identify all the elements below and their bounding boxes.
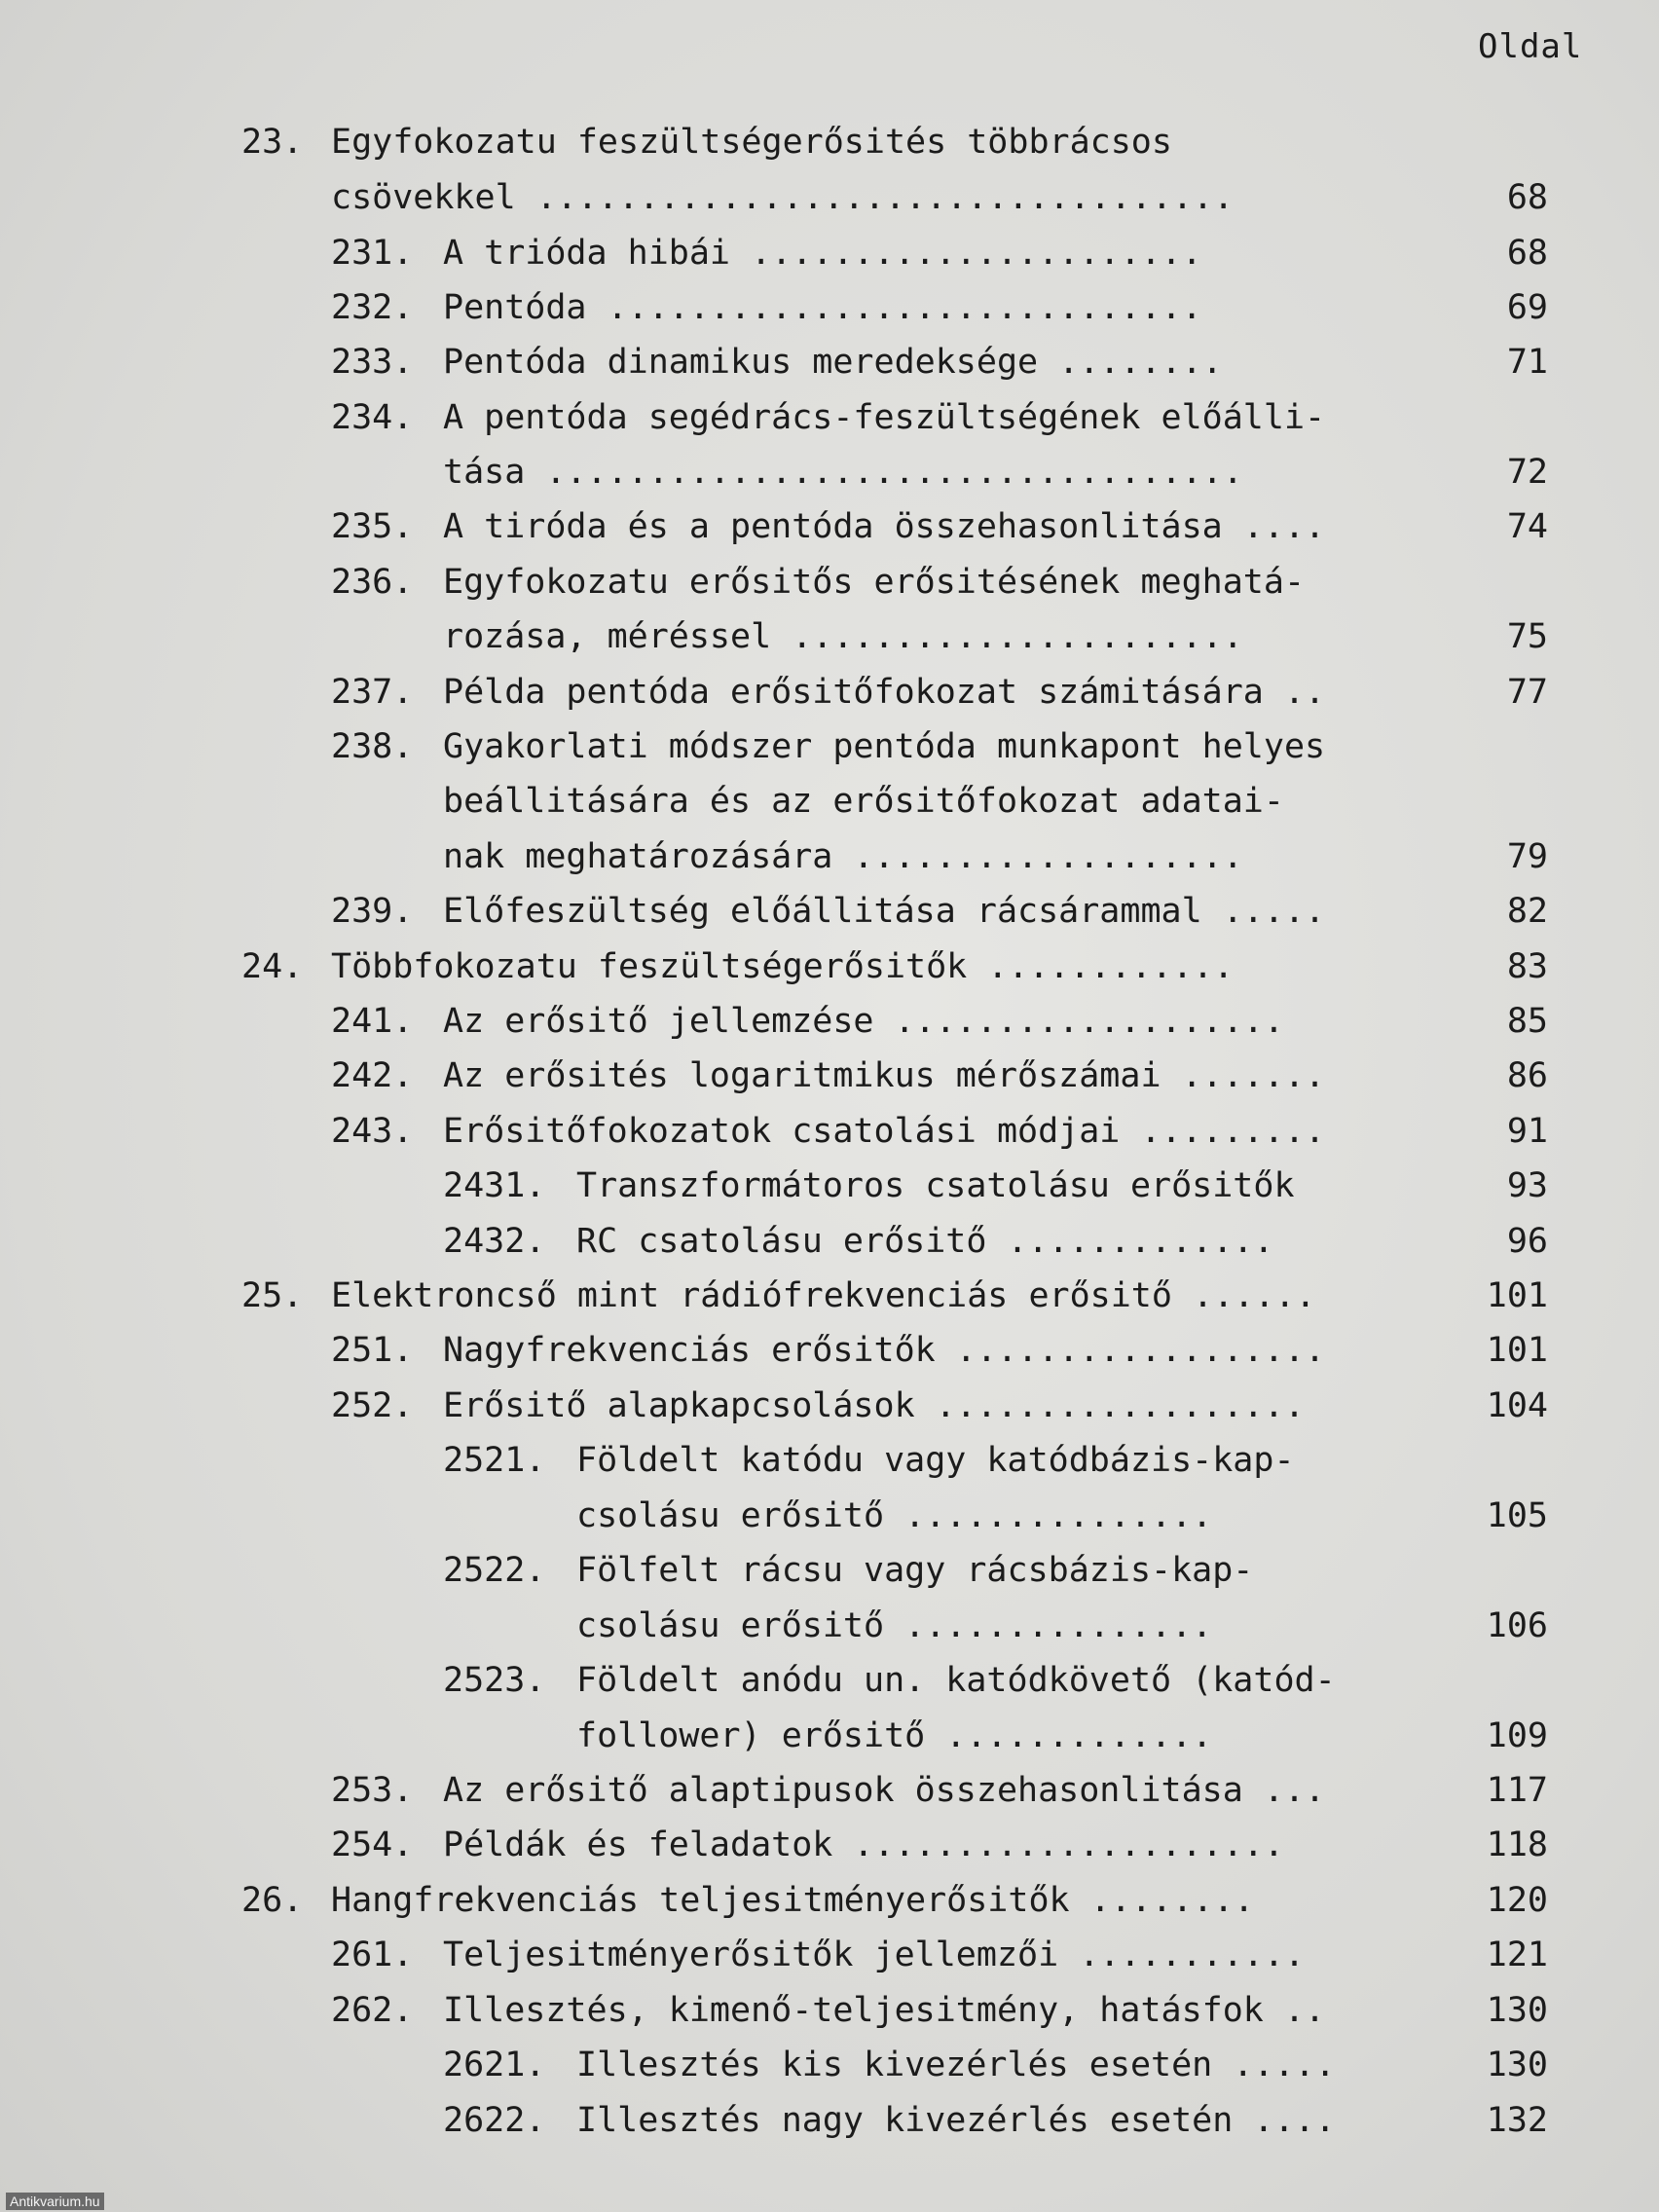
toc-entry-page: 77 — [1506, 673, 1548, 712]
toc-entry-page: 130 — [1486, 2046, 1548, 2084]
toc-entry-page: 130 — [1486, 1991, 1548, 2030]
toc-entry-number: 2521. — [443, 1441, 546, 1480]
toc-entry-number: 25. — [241, 1276, 304, 1315]
toc-entry-page: 118 — [1486, 1825, 1548, 1864]
toc-entry-number: 2432. — [443, 1222, 546, 1261]
toc-entry-number: 241. — [331, 1002, 414, 1041]
toc-entry-number: 261. — [331, 1936, 414, 1974]
toc-entry-page: 106 — [1486, 1606, 1548, 1645]
toc-entry-title: Pentóda dinamikus meredeksége ........ — [443, 343, 1223, 382]
toc-entry-page: 109 — [1486, 1716, 1548, 1755]
toc-entry-page: 96 — [1506, 1222, 1548, 1261]
toc-entry-page: 117 — [1486, 1771, 1548, 1810]
toc-entry-number: 233. — [331, 343, 414, 382]
toc-entry-page: 68 — [1506, 234, 1548, 273]
toc-entry-title: csolásu erősitő ............... — [576, 1606, 1213, 1645]
toc-entry-title: beállitására és az erősitőfokozat adatai- — [443, 782, 1284, 821]
toc-entry-title: Hangfrekvenciás teljesitményerősitők ........ — [331, 1881, 1255, 1920]
page-column-header: Oldal — [1478, 27, 1583, 66]
toc-entry-page: 121 — [1486, 1936, 1548, 1974]
toc-entry-number: 2431. — [443, 1166, 546, 1205]
toc-entry-number: 252. — [331, 1386, 414, 1425]
toc-entry-title: RC csatolásu erősitő ............. — [576, 1222, 1274, 1261]
toc-entry-page: 72 — [1506, 453, 1548, 492]
toc-entry-title: Illesztés kis kivezérlés esetén ..... — [576, 2046, 1336, 2084]
toc-entry-number: 239. — [331, 892, 414, 931]
toc-entry-page: 74 — [1506, 507, 1548, 546]
toc-entry-title: csolásu erősitő ............... — [576, 1496, 1213, 1535]
toc-entry-number: 243. — [331, 1112, 414, 1151]
toc-entry-page: 79 — [1506, 837, 1548, 876]
toc-entry-number: 234. — [331, 398, 414, 437]
toc-entry-title: Pentóda ............................. — [443, 288, 1202, 327]
toc-entry-page: 93 — [1506, 1166, 1548, 1205]
toc-entry-number: 253. — [331, 1771, 414, 1810]
toc-entry-number: 24. — [241, 947, 304, 986]
toc-entry-number: 2622. — [443, 2101, 546, 2140]
toc-entry-page: 71 — [1506, 343, 1548, 382]
toc-entry-title: Illesztés, kimenő-teljesitmény, hatásfok .. — [443, 1991, 1326, 2030]
toc-entry-number: 236. — [331, 563, 414, 602]
toc-entry-title: follower) erősitő ............. — [576, 1716, 1213, 1755]
toc-entry-number: 2523. — [443, 1661, 546, 1700]
toc-entry-page: 82 — [1506, 892, 1548, 931]
toc-entry-title: Előfeszültség előállitása rácsárammal ..... — [443, 892, 1326, 931]
toc-entry-number: 235. — [331, 507, 414, 546]
toc-entry-title: Példák és feladatok ..................... — [443, 1825, 1284, 1864]
toc-entry-title: Egyfokozatu erősitős erősitésének meghatá- — [443, 563, 1306, 602]
toc-entry-title: Fölfelt rácsu vagy rácsbázis-kap- — [576, 1551, 1254, 1590]
toc-entry-title: Az erősités logaritmikus mérőszámai ....... — [443, 1056, 1326, 1095]
toc-entry-number: 262. — [331, 1991, 414, 2030]
toc-entry-title: Erősitő alapkapcsolások .................. — [443, 1386, 1306, 1425]
toc-entry-title: nak meghatározására ................... — [443, 837, 1243, 876]
toc-entry-page: 75 — [1506, 617, 1548, 656]
toc-entry-title: tása .................................. — [443, 453, 1243, 492]
toc-entry-title: rozása, méréssel ...................... — [443, 617, 1243, 656]
toc-entry-title: Nagyfrekvenciás erősitők .................. — [443, 1331, 1326, 1370]
toc-entry-title: Erősitőfokozatok csatolási módjai ......... — [443, 1112, 1326, 1151]
toc-entry-title: csövekkel .................................. — [331, 178, 1235, 217]
toc-entry-number: 237. — [331, 673, 414, 712]
toc-entry-page: 132 — [1486, 2101, 1548, 2140]
toc-entry-title: Egyfokozatu feszültségerősités többrácsos — [331, 123, 1172, 162]
toc-entry-number: 232. — [331, 288, 414, 327]
watermark: Antikvarium.hu — [6, 2193, 104, 2210]
toc-entry-number: 251. — [331, 1331, 414, 1370]
toc-entry-page: 105 — [1486, 1496, 1548, 1535]
toc-entry-title: A pentóda segédrács-feszültségének előálli- — [443, 398, 1326, 437]
toc-entry-number: 254. — [331, 1825, 414, 1864]
toc-entry-page: 91 — [1506, 1112, 1548, 1151]
toc-entry-title: Példa pentóda erősitőfokozat számitására .. — [443, 673, 1326, 712]
toc-entry-title: A tiróda és a pentóda összehasonlitása .... — [443, 507, 1326, 546]
toc-entry-title: Transzformátoros csatolásu erősitők — [576, 1166, 1295, 1205]
toc-entry-number: 231. — [331, 234, 414, 273]
toc-entry-number: 26. — [241, 1881, 304, 1920]
toc-entry-title: Többfokozatu feszültségerősitők ............ — [331, 947, 1235, 986]
toc-entry-title: Az erősitő jellemzése ................... — [443, 1002, 1284, 1041]
toc-entry-title: A trióda hibái ...................... — [443, 234, 1202, 273]
toc-entry-number: 238. — [331, 727, 414, 766]
toc-entry-page: 85 — [1506, 1002, 1548, 1041]
toc-entry-page: 86 — [1506, 1056, 1548, 1095]
toc-entry-number: 242. — [331, 1056, 414, 1095]
toc-entry-page: 101 — [1486, 1331, 1548, 1370]
toc-entry-page: 101 — [1486, 1276, 1548, 1315]
toc-entry-title: Gyakorlati módszer pentóda munkapont helyes — [443, 727, 1326, 766]
toc-entry-title: Az erősitő alaptipusok összehasonlitása ... — [443, 1771, 1326, 1810]
toc-entry-page: 68 — [1506, 178, 1548, 217]
toc-entry-page: 83 — [1506, 947, 1548, 986]
toc-entry-page: 120 — [1486, 1881, 1548, 1920]
toc-entry-page: 104 — [1486, 1386, 1548, 1425]
toc-entry-title: Földelt katódu vagy katódbázis-kap- — [576, 1441, 1295, 1480]
toc-entry-title: Teljesitményerősitők jellemzői ........... — [443, 1936, 1306, 1974]
toc-entry-page: 69 — [1506, 288, 1548, 327]
toc-entry-number: 2621. — [443, 2046, 546, 2084]
toc-entry-title: Illesztés nagy kivezérlés esetén .... — [576, 2101, 1336, 2140]
toc-entry-number: 2522. — [443, 1551, 546, 1590]
toc-entry-number: 23. — [241, 123, 304, 162]
toc-entry-title: Földelt anódu un. katódkövető (katód- — [576, 1661, 1336, 1700]
toc-entry-title: Elektroncső mint rádiófrekvenciás erősitő ...... — [331, 1276, 1316, 1315]
